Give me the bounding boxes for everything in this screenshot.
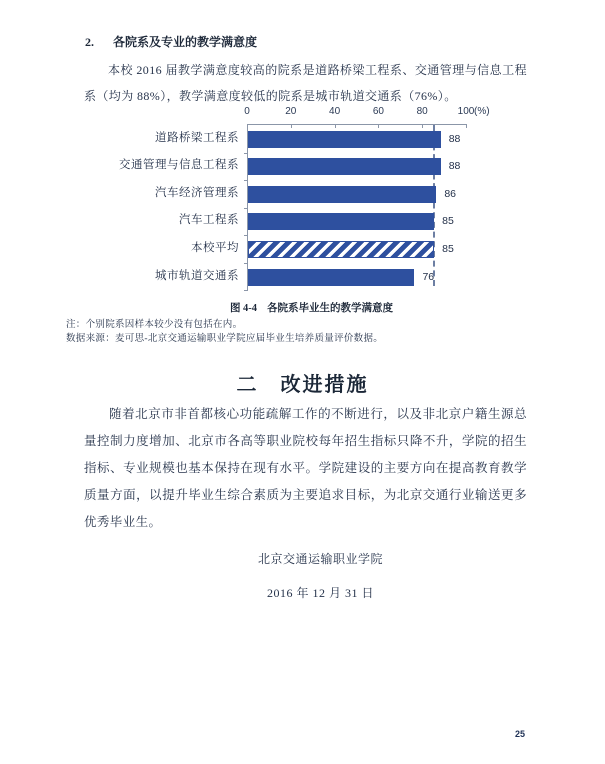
bar <box>248 186 436 203</box>
axis-tick-label: 0 <box>244 106 250 117</box>
bar <box>248 269 414 286</box>
axis-tick-mark <box>422 125 423 128</box>
satisfaction-bar-chart <box>0 104 605 300</box>
average-reference-line <box>433 125 435 286</box>
figure-caption <box>0 300 605 315</box>
axis-tick-label: 80 <box>416 106 428 117</box>
section-number: 2. <box>85 35 94 49</box>
signature-date: 2016 年 12 月 31 日 <box>266 586 374 600</box>
bar-value-label: 76 <box>422 270 435 283</box>
category-tick-mark <box>244 208 248 209</box>
bar-value-label: 85 <box>442 215 454 228</box>
figure-caption-label: 图 4-4 <box>229 303 258 314</box>
page-number: 25 <box>514 729 525 739</box>
axis-tick-label: 100 <box>457 106 475 117</box>
category-tick-mark <box>244 290 248 291</box>
figure-caption-title: 各院系毕业生的教学满意度 <box>267 303 394 314</box>
axis-tick-label: 20 <box>285 106 297 117</box>
figure-notes <box>66 319 383 346</box>
average-bar <box>248 241 434 258</box>
axis-tick-mark <box>291 125 292 128</box>
satisfaction-paragraph: 本校 2016 届教学满意度较高的院系是道路桥梁工程系、交通管理与信息工程系（均为 88%），教学满意度较低的院系是城市轨道交通系（76%）。 <box>84 63 527 103</box>
improvement-paragraph: 随着北京市非首都核心功能疏解工作的不断进行，以及非北京户籍生源总量控制力度增加、北京市各高等职业院校每年招生指标只降不升，学院的招生指标、专业规模也基本保持在现有水平。学院建设的主要方向在提高教育教学质量方面，以提升毕业生综合素质为主要追求目标，为北京交通行业输送更多优秀毕业生。 <box>84 407 527 529</box>
category-tick-mark <box>244 235 248 236</box>
chapter-title: 改进措施 <box>280 374 369 396</box>
bar-value-label: 88 <box>448 132 461 145</box>
bar <box>248 131 441 148</box>
section-heading <box>85 33 257 50</box>
category-label: 本校平均 <box>191 241 239 254</box>
chapter-heading <box>0 368 605 397</box>
bar-value-label: 85 <box>442 242 454 255</box>
section-title: 各院系及专业的教学满意度 <box>113 35 258 49</box>
bar-value-label: 86 <box>444 187 457 200</box>
category-tick-mark <box>244 263 248 264</box>
category-label: 汽车工程系 <box>179 214 239 227</box>
bar <box>248 158 441 175</box>
category-label: 汽车经济管理系 <box>155 186 239 199</box>
axis-tick-label: 40 <box>329 106 341 117</box>
category-label: 交通管理与信息工程系 <box>119 159 239 172</box>
category-tick-mark <box>244 180 248 181</box>
axis-tick-label: 60 <box>372 106 384 117</box>
bar-value-label: 88 <box>448 160 461 173</box>
chart-plot-area <box>247 124 467 291</box>
category-label: 城市轨道交通系 <box>155 269 239 282</box>
axis-tick-mark <box>466 125 467 128</box>
axis-tick-mark <box>378 125 379 128</box>
figure-data-source: 数据来源：麦可思-北京交通运输职业学院应届毕业生培养质量评价数据。 <box>66 333 384 344</box>
axis-tick-mark <box>335 125 336 128</box>
signature-organization: 北京交通运输职业学院 <box>257 552 383 566</box>
axis-unit-label: (%) <box>474 106 490 117</box>
category-tick-mark <box>244 153 248 154</box>
bar <box>248 213 434 230</box>
figure-note: 注：个别院系因样本较少没有包括在内。 <box>66 320 243 330</box>
category-label: 道路桥梁工程系 <box>155 131 239 144</box>
chapter-number: 二 <box>236 374 259 396</box>
